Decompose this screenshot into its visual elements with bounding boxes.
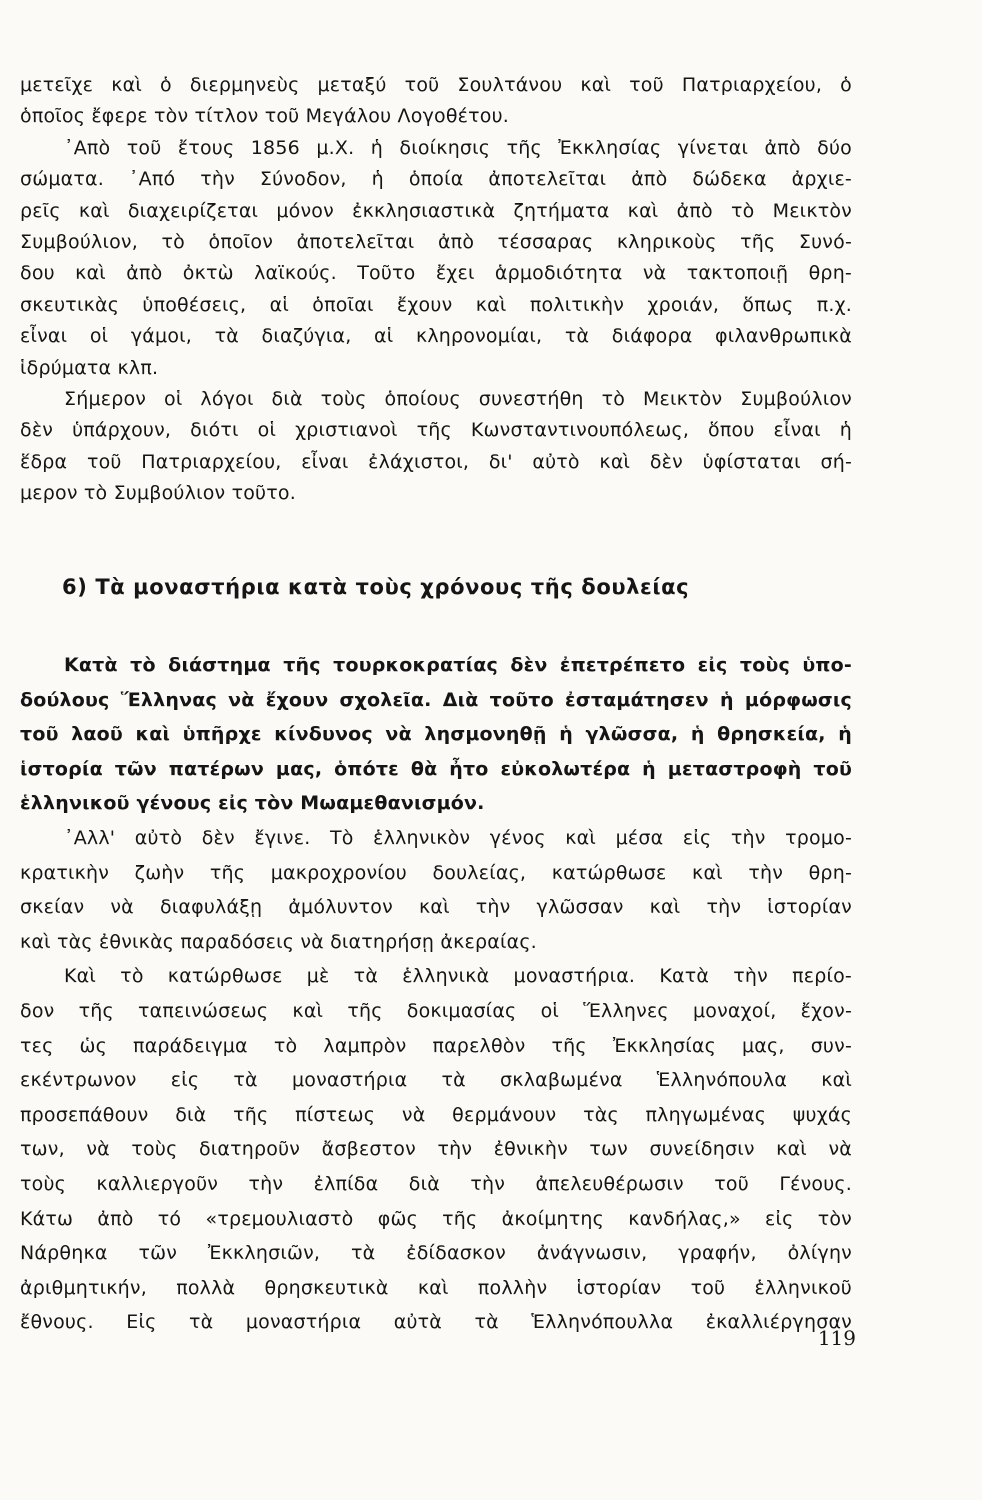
text-line: ἱδρύματα κλπ. xyxy=(20,356,159,379)
text-line: δου καὶ ἀπὸ ὀκτὼ λαϊκούς. Τοῦτο ἔχει ἁρμοδιότητα νὰ τακτοποιῇ θρη- xyxy=(20,262,852,285)
text-line: μερον τὸ Συμβούλιον τοῦτο. xyxy=(20,482,296,505)
section-heading: 6) Τὰ μοναστήρια κατὰ τοὺς χρόνους τῆς δουλείας xyxy=(62,575,690,599)
text-line: δὲν ὑπάρχουν, διότι οἱ χριστιανοὶ τῆς Κωνσταντινουπόλεως, ὅπου εἶναι ἡ xyxy=(20,419,852,442)
text-line: ἔθνους. Εἰς τὰ μοναστήρια αὐτὰ τὰ Ἑλληνόπουλλα ἐκαλλιέργησαν xyxy=(20,1311,852,1334)
text-line: των, νὰ τοὺς διατηροῦν ἄσβεστον τὴν ἐθνικὴν των συνείδησιν καὶ νὰ xyxy=(20,1138,852,1161)
text-line: εκέντρωνον εἰς τὰ μοναστήρια τὰ σκλαβωμένα Ἑλληνόπουλα καὶ xyxy=(20,1069,852,1092)
text-line: εἶναι οἱ γάμοι, τὰ διαζύγια, αἱ κληρονομίαι, τὰ διάφορα φιλανθρωπικὰ xyxy=(20,325,852,348)
text-line: ᾿Αλλ' αὐτὸ δὲν ἔγινε. Τὸ ἑλληνικὸν γένος καὶ μέσα εἰς τὴν τρομο- xyxy=(64,826,852,849)
text-line: Καὶ τὸ κατώρθωσε μὲ τὰ ἑλληνικὰ μοναστήρια. Κατὰ τὴν περίο- xyxy=(64,965,852,988)
text-line: σώματα. ᾿Από τὴν Σύνοδον, ἡ ὁποία ἀποτελεῖται ἀπὸ δώδεκα ἀρχιε- xyxy=(20,168,852,191)
text-line: προσεπάθουν διὰ τῆς πίστεως νὰ θερμάνουν τὰς πληγωμένας ψυχάς xyxy=(20,1103,852,1126)
text-line: σκευτικὰς ὑποθέσεις, αἱ ὁποῖαι ἔχουν καὶ πολιτικὴν χροιάν, ὅπως π.χ. xyxy=(20,293,852,316)
text-line: τες ὡς παράδειγμα τὸ λαμπρὸν παρελθὸν τῆς Ἐκκλησίας μας, συν- xyxy=(20,1034,852,1057)
text-line: Σήμερον οἱ λόγοι διὰ τοὺς ὁποίους συνεστήθη τὸ Μεικτὸν Συμβούλιον xyxy=(64,388,852,411)
text-line: Συμβούλιον, τὸ ὁποῖον ἀποτελεῖται ἀπὸ τέσσαρας κληρικοὺς τῆς Συνό- xyxy=(20,231,852,254)
text-line: κρατικὴν ζωὴν τῆς μακροχρονίου δουλείας, κατώρθωσε καὶ τὴν θρη- xyxy=(20,861,852,884)
text-line: μετεῖχε καὶ ὁ διερμηνεὺς μεταξύ τοῦ Σουλτάνου καὶ τοῦ Πατριαρχείου, ὁ xyxy=(20,74,852,96)
text-line: ᾿Απὸ τοῦ ἔτους 1856 μ.Χ. ἡ διοίκησις τῆς Ἐκκλησίας γίνεται ἀπὸ δύο xyxy=(64,136,852,159)
page-number: 119 xyxy=(817,1326,856,1350)
text-line: καὶ τὰς ἐθνικὰς παραδόσεις νὰ διατηρήσῃ ἀκεραίας. xyxy=(20,930,537,953)
text-line: τοῦ λαοῦ καὶ ὑπῆρχε κίνδυνος νὰ λησμονηθῇ ἡ γλῶσσα, ἡ θρησκεία, ἡ xyxy=(20,723,852,746)
text-line: ἱστορία τῶν πατέρων μας, ὁπότε θὰ ἦτο εὐκολωτέρα ἡ μεταστροφὴ τοῦ xyxy=(20,757,852,780)
text-line: ρεῖς καὶ διαχειρίζεται μόνον ἐκκλησιαστικὰ ζητήματα καὶ ἀπὸ τὸ Μεικτὸν xyxy=(20,199,852,222)
text-line: Κάτω ἀπὸ τό «τρεμουλιαστὸ φῶς τῆς ἀκοίμητης κανδήλας,» εἰς τὸν xyxy=(20,1207,852,1230)
text-block-top xyxy=(20,70,852,510)
text-line: ἕδρα τοῦ Πατριαρχείου, εἶναι ἐλάχιστοι, δι' αὐτὸ καὶ δὲν ὑφίσταται σή- xyxy=(20,450,852,473)
text-line: δούλους Ἕλληνας νὰ ἔχουν σχολεῖα. Διὰ τοῦτο ἐσταμάτησεν ἡ μόρφωσις xyxy=(20,688,852,711)
text-line: ἑλληνικοῦ γένους εἰς τὸν Μωαμεθανισμόν. xyxy=(20,792,485,815)
text-line: Νάρθηκα τῶν Ἐκκλησιῶν, τὰ ἐδίδασκον ἀνάγνωσιν, γραφήν, ὀλίγην xyxy=(20,1242,852,1265)
text-line: δον τῆς ταπεινώσεως καὶ τῆς δοκιμασίας οἱ Ἕλληνες μοναχοί, ἔχον- xyxy=(20,999,852,1022)
text-line: ὁποῖος ἔφερε τὸν τίτλον τοῦ Μεγάλου Λογοθέτου. xyxy=(20,105,510,128)
text-block-bottom xyxy=(20,648,852,1340)
text-line: Κατὰ τὸ διάστημα τῆς τουρκοκρατίας δὲν ἐπετρέπετο εἰς τοὺς ὑπο- xyxy=(64,654,852,676)
text-line: τοὺς καλλιεργοῦν τὴν ἐλπίδα διὰ τὴν ἀπελευθέρωσιν τοῦ Γένους. xyxy=(20,1172,852,1195)
text-line: ἀριθμητικήν, πολλὰ θρησκευτικὰ καὶ πολλὴν ἱστορίαν τοῦ ἑλληνικοῦ xyxy=(20,1276,852,1299)
text-line: σκείαν νὰ διαφυλάξῃ ἀμόλυντον καὶ τὴν γλῶσσαν καὶ τὴν ἱστορίαν xyxy=(20,896,852,919)
